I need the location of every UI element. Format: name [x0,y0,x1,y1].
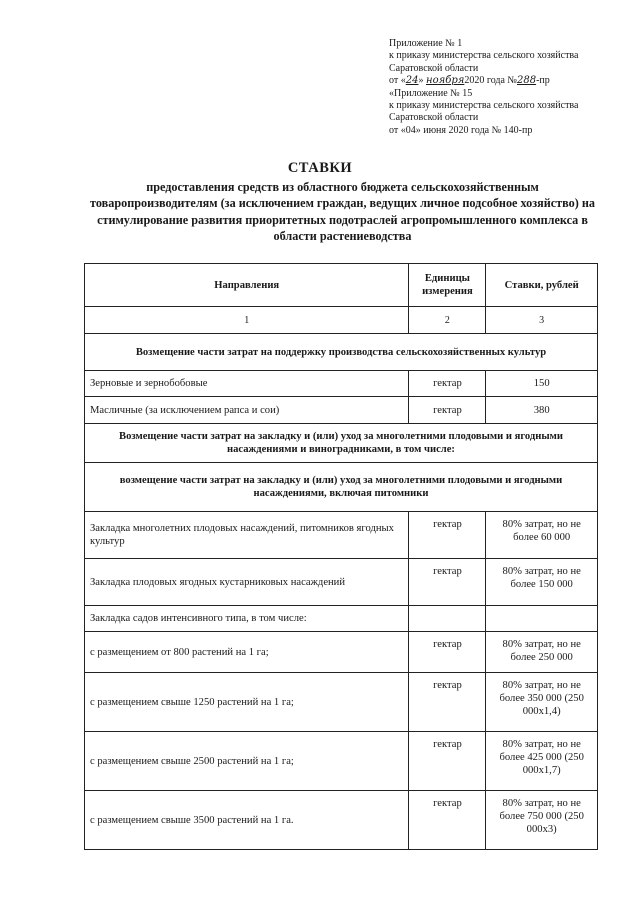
column-number: 3 [486,307,598,334]
table-row [85,632,598,673]
table-row [85,732,598,791]
section-row [85,424,598,463]
table-row [85,791,598,850]
header-units: Единицы измерения [409,264,486,307]
appendix-line: Саратовской области [389,112,479,124]
order-date-year: 2020 года № [464,75,517,87]
handwritten-number: 288 [516,75,537,87]
appendix-line: Саратовской области [389,62,479,74]
rates-table [84,263,598,850]
column-number: 1 [85,307,409,334]
row-unit: гектар [409,632,486,673]
appendix-line: от «04» июня 2020 года № 140-пр [389,124,533,136]
appendix-line: к приказу министерства сельского хозяйства [389,50,579,62]
row-unit: гектар [409,791,486,850]
row-rate-empty [486,606,598,632]
section-row [85,463,598,512]
table-row [85,673,598,732]
row-rate: 80% затрат, но не более 750 000 (250 000х3) [486,791,598,850]
order-date-prefix: от « [389,75,406,87]
row-rate: 80% затрат, но не более 250 000 [486,632,598,673]
section-row [85,334,598,371]
row-rate: 80% затрат, но не более 150 000 [486,559,598,606]
order-date-line [389,75,634,87]
subsection-title: возмещение части затрат на закладку и (или) уход за многолетними плодовыми и ягодными насаждениями, включая питомники [85,463,598,512]
row-name: с размещением свыше 1250 растений на 1 га; [85,673,409,732]
row-unit: гектар [409,371,486,397]
row-name: Закладка плодовых ягодных кустарниковых насаждений [85,559,409,606]
document-subtitle: предоставления средств из областного бюджета сельскохозяйственным товаропроизводителям (за исключением граждан, ведущих личное подсобное хозяйство) на стимулирование развития приоритетных подотраслей агропромышленного комплекса в области растениеводства [90,180,595,244]
section-title: Возмещение части затрат на закладку и (или) уход за многолетними плодовыми и ягодными насаждениями и виноградниками, в том числе: [85,424,598,463]
header-rates: Ставки, рублей [486,264,598,307]
column-number: 2 [409,307,486,334]
row-name: Зерновые и зернобобовые [85,371,409,397]
row-unit: гектар [409,673,486,732]
table-row [85,371,598,397]
row-unit: гектар [409,732,486,791]
row-name: Закладка садов интенсивного типа, в том числе: [85,606,409,632]
handwritten-month: ноября [425,75,465,87]
order-number-suffix: -пр [536,75,550,87]
appendix-header [389,38,634,137]
handwritten-day: 24 [405,75,419,87]
row-rate: 380 [486,397,598,424]
row-rate: 150 [486,371,598,397]
column-number-row [85,307,598,334]
row-rate: 80% затрат, но не более 60 000 [486,512,598,559]
row-name: с размещением от 800 растений на 1 га; [85,632,409,673]
row-unit: гектар [409,397,486,424]
row-rate: 80% затрат, но не более 350 000 (250 000х1,4) [486,673,598,732]
section-title: Возмещение части затрат на поддержку производства сельскохозяйственных культур [85,334,598,371]
row-name: с размещением свыше 2500 растений на 1 га; [85,732,409,791]
header-directions: Направления [85,264,409,307]
table-row [85,512,598,559]
row-unit: гектар [409,512,486,559]
table-header-row [85,264,598,307]
table-row [85,606,598,632]
table-row [85,559,598,606]
appendix-line: Приложение № 1 [389,38,463,49]
row-name: Закладка многолетних плодовых насаждений, питомников ягодных культур [85,512,409,559]
document-title: СТАВКИ [287,160,353,176]
row-name: Масличные (за исключением рапса и сои) [85,397,409,424]
appendix-line: «Приложение № 15 [389,87,473,99]
table-row [85,397,598,424]
row-rate: 80% затрат, но не более 425 000 (250 000х1,7) [486,732,598,791]
order-date-mid: » [418,75,426,87]
row-unit: гектар [409,559,486,606]
appendix-line: к приказу министерства сельского хозяйства [389,100,579,112]
row-unit-empty [409,606,486,632]
row-name: с размещением свыше 3500 растений на 1 га. [85,791,409,850]
